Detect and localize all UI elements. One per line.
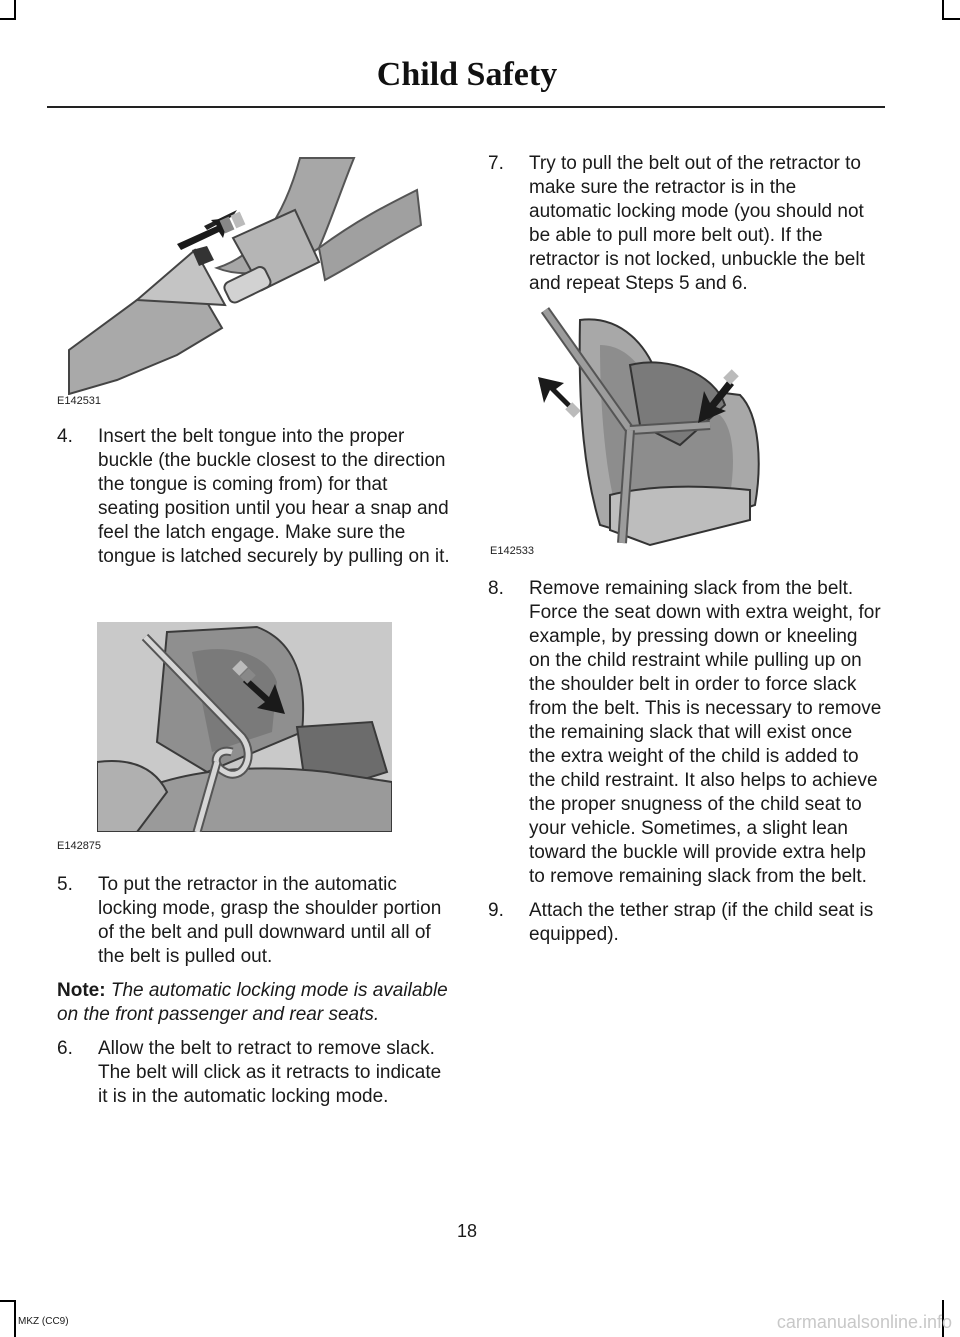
step-text: To put the retractor in the automatic locking mode, grasp the shoulder portion of the belt and pull downward until all of the belt is pulled out.: [98, 874, 442, 967]
crop-mark: [14, 0, 16, 20]
crop-mark: [942, 18, 960, 20]
step-number: 4.: [57, 426, 73, 447]
note-label: Note:: [57, 980, 106, 1001]
step-9: [488, 899, 883, 947]
step-4: [57, 425, 452, 569]
step-number: 9.: [488, 900, 504, 921]
figure-code: E142533: [490, 545, 535, 557]
footer-model: MKZ (CC9): [18, 1316, 69, 1327]
step-text: Remove remaining slack from the belt. Force the seat down with extra weight, for example, by pressing down or kneeling on the child restraint while pulling up on the shoulder belt in order to force slack from the belt. This is necessary to remove the remaining slack that will exist once the extra weight of the child is added to the child restraint. It also helps to achieve the proper snugness of the child seat to your vehicle. Sometimes, a slight lean toward the buckle will provide extra help to remove remaining slack from the belt.: [529, 578, 882, 887]
step-number: 5.: [57, 874, 73, 895]
step-text: Insert the belt tongue into the proper buckle (the buckle closest to the direction the tongue is coming from) for that seating position until you hear a snap and feel the latch engage. Make sure the tongue is latched securely by pulling on it.: [98, 426, 450, 567]
step-text: Attach the tether strap (if the child seat is equipped).: [529, 900, 874, 945]
figure-belt-tongue-buckle: [57, 150, 447, 395]
note-text: The automatic locking mode is available on the front passenger and rear seats.: [57, 980, 448, 1025]
figure-code: E142531: [57, 395, 102, 407]
page-number: 18: [456, 1221, 478, 1241]
right-column-bottom: [488, 577, 883, 957]
step-number: 6.: [57, 1038, 73, 1059]
step-6: [57, 1037, 452, 1109]
step-8: [488, 577, 883, 889]
figure-child-seat-shoulder-belt: [97, 622, 392, 832]
left-column-bottom: [57, 873, 452, 1119]
right-column-top: [488, 152, 883, 306]
crop-mark: [0, 1300, 16, 1302]
crop-mark: [0, 18, 16, 20]
crop-mark: [14, 1300, 16, 1337]
header-divider: [47, 106, 885, 108]
figure-code: E142875: [57, 840, 102, 852]
figure-child-seat-force-down: [530, 305, 770, 555]
step-7: [488, 152, 883, 296]
step-text: Allow the belt to retract to remove slack. The belt will click as it retracts to indicate it is in the automatic locking mode.: [98, 1038, 442, 1107]
step-number: 8.: [488, 578, 504, 599]
note: [57, 979, 452, 1027]
page-title: Child Safety: [376, 56, 558, 93]
watermark: carmanualsonline.info: [776, 1312, 952, 1332]
crop-mark: [942, 0, 944, 20]
step-5: [57, 873, 452, 969]
step-number: 7.: [488, 153, 504, 174]
left-column-top: [57, 425, 452, 579]
step-text: Try to pull the belt out of the retractor to make sure the retractor is in the automatic locking mode (you should not be able to pull more belt out). If the retractor is not locked, unbuckle the belt and repeat Steps 5 and 6.: [529, 153, 865, 294]
